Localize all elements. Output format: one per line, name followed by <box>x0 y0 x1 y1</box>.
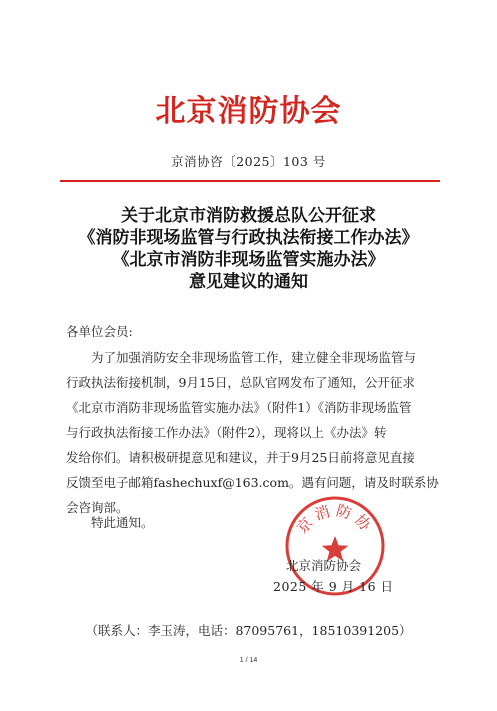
body-line: 会咨询部。 <box>66 500 129 515</box>
body-line: 行政执法衔接机制，9月15日，总队官网发布了通知，公开征求 <box>66 375 415 390</box>
body-line: 为了加强消防安全非现场监管工作，建立健全非现场监管与 <box>91 350 417 365</box>
salutation: 各单位会员: <box>66 324 133 339</box>
organization-title: 北京消防协会 <box>155 94 342 129</box>
document-number: 京消协咨〔2025〕103 号 <box>171 154 326 169</box>
seal-text: 京消防协 <box>292 501 378 538</box>
signature-date: 2025 年 9 月 16 日 <box>273 579 394 594</box>
closing-remark: 特此通知。 <box>91 515 154 530</box>
body-line: 反馈至电子邮箱fashechuxf@163.com。遇有问题，请及时联系协 <box>66 475 439 490</box>
notice-title-line-1: 关于北京市消防救援总队公开征求 <box>121 206 376 226</box>
body-line: 《北京市消防非现场监管实施办法》（附件1）《消防非现场监管 <box>66 400 412 415</box>
red-divider-line <box>60 180 440 182</box>
signature-organization: 北京消防协会 <box>286 558 362 573</box>
notice-title-line-3: 《北京市消防非现场监管实施办法》 <box>112 250 385 270</box>
notice-title-line-2: 《消防非现场监管与行政执法衔接工作办法》 <box>78 228 419 248</box>
notice-title-line-4: 意见建议的通知 <box>189 272 308 292</box>
notice-title <box>0 205 497 293</box>
body-line: 与行政执法衔接工作办法》（附件2），现将以上《办法》转 <box>66 425 387 440</box>
body-line: 发给你们。请积极研提意见和建议，并于9月25日前将意见直接 <box>66 450 415 465</box>
page-number: 1 / 14 <box>239 657 258 664</box>
contact-info: （联系人：李玉涛，电话：87095761，18510391205） <box>85 623 412 638</box>
